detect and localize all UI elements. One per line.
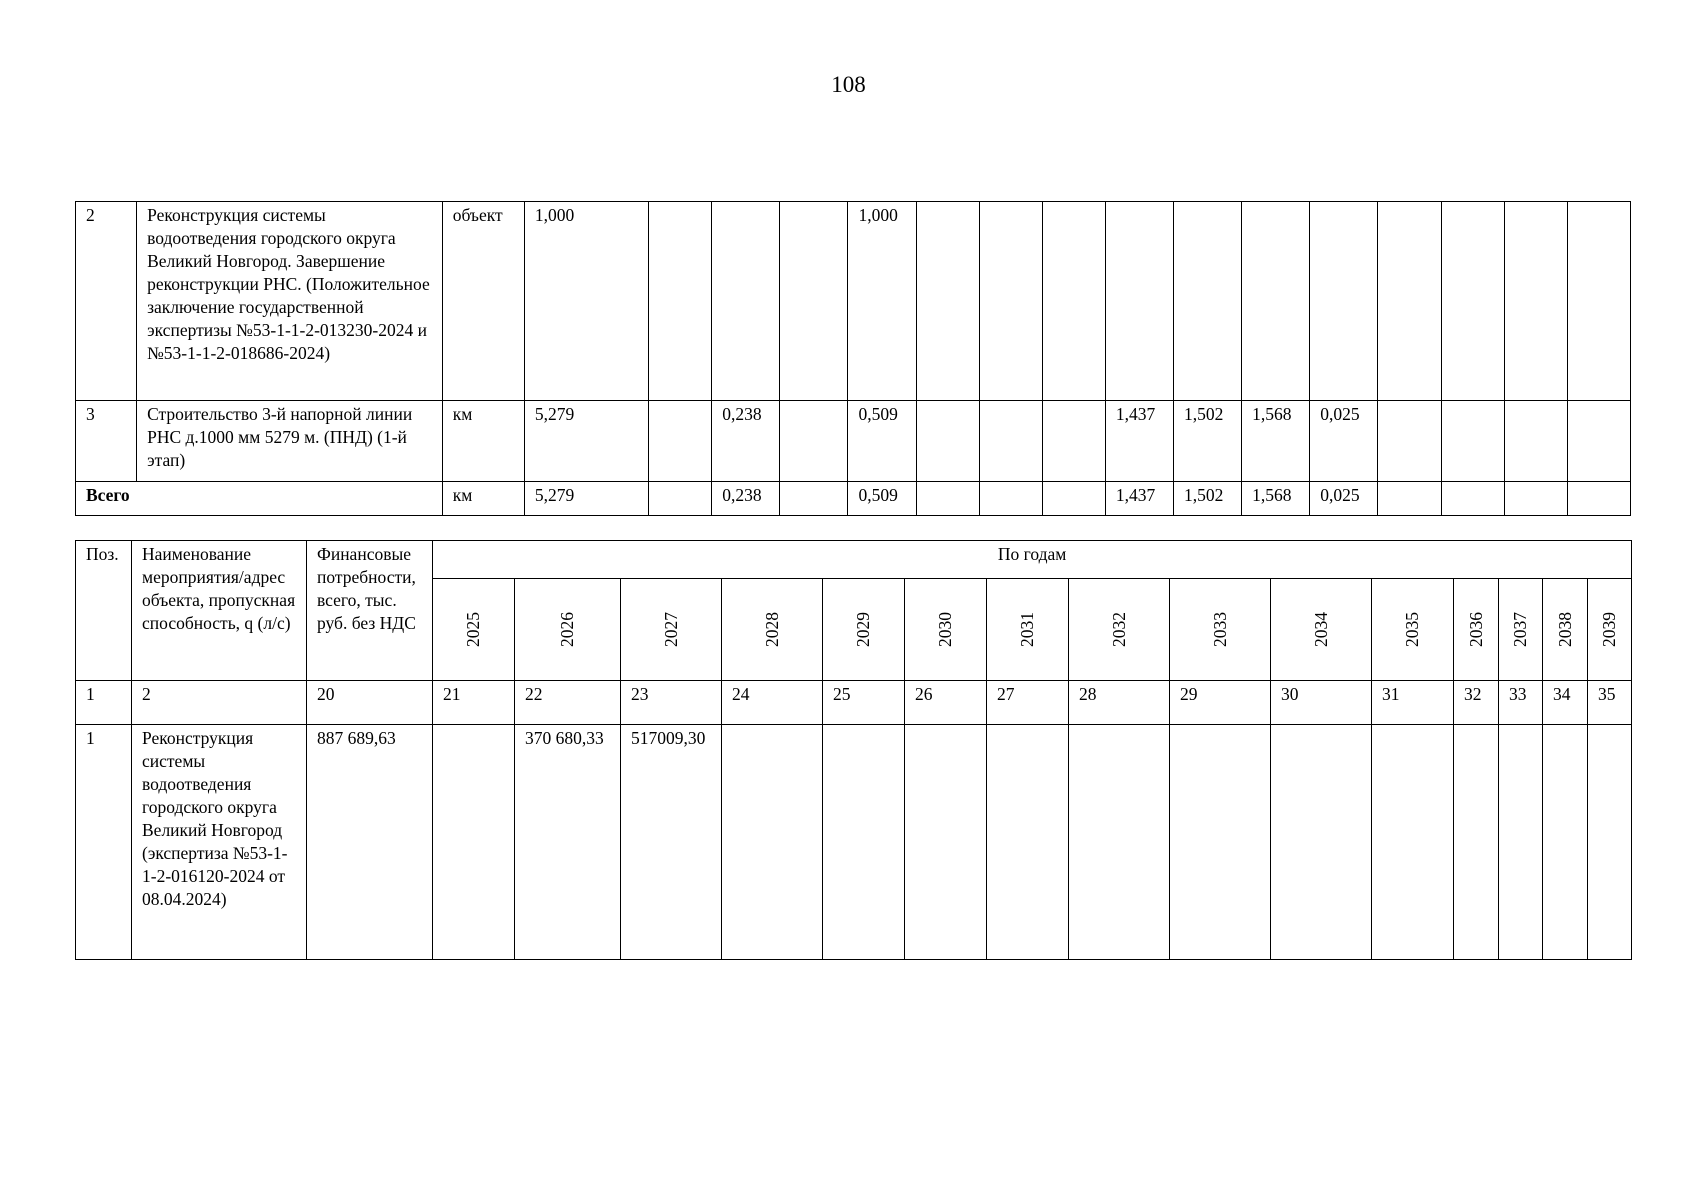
column-number: 22: [515, 681, 621, 725]
value-cell: 5,279: [524, 482, 648, 516]
value-cell: 5,279: [524, 401, 648, 482]
total-label: Всего: [76, 482, 443, 516]
unit-cell: км: [442, 482, 524, 516]
value-cell: 0,509: [848, 401, 916, 482]
value-cell: 1,000: [848, 202, 916, 401]
value-cell: 1,502: [1174, 482, 1242, 516]
page-number: 108: [831, 72, 866, 97]
name-cell: Строительство 3-й напорной линии РНС д.1000 мм 5279 м. (ПНД) (1-й этап): [137, 401, 443, 482]
value-cell: [979, 401, 1042, 482]
value-cell: [1242, 202, 1310, 401]
value-cell: [1310, 202, 1378, 401]
header-row: [76, 541, 1632, 579]
value-cell: [1504, 482, 1567, 516]
column-number: 32: [1454, 681, 1499, 725]
year-header: 2032: [1069, 579, 1170, 681]
year-header: 2030: [905, 579, 987, 681]
unit-cell: объект: [442, 202, 524, 401]
year-header: 2027: [621, 579, 722, 681]
table-row: [76, 725, 1632, 960]
value-cell: [905, 725, 987, 960]
value-cell: [1441, 482, 1504, 516]
column-number: 34: [1543, 681, 1588, 725]
value-cell: [1105, 202, 1173, 401]
value-cell: [649, 202, 712, 401]
column-number: 26: [905, 681, 987, 725]
value-cell: [823, 725, 905, 960]
value-cell: [1271, 725, 1372, 960]
finance-cell: 887 689,63: [307, 725, 433, 960]
value-cell: 517009,30: [621, 725, 722, 960]
value-cell: [1042, 482, 1105, 516]
name-cell: Реконструкция системы водоотведения городского округа Великий Новгород. Завершение реконструкции РНС. (Положительное заключение государственной экспертизы №53-1-1-2-013230-2024 и №53-1-1-2-018686-2024): [137, 202, 443, 401]
year-header: 2037: [1499, 579, 1543, 681]
value-cell: [1588, 725, 1632, 960]
value-cell: [1170, 725, 1271, 960]
value-cell: [1441, 401, 1504, 482]
year-header: 2025: [433, 579, 515, 681]
year-header: 2039: [1588, 579, 1632, 681]
name-cell: Реконструкция системы водоотведения городского округа Великий Новгород (экспертиза №53-1-1-2-016120-2024 от 08.04.2024): [132, 725, 307, 960]
column-number: 2: [132, 681, 307, 725]
value-cell: [979, 202, 1042, 401]
year-header: 2029: [823, 579, 905, 681]
value-cell: [1504, 202, 1567, 401]
column-number: 35: [1588, 681, 1632, 725]
column-number: 29: [1170, 681, 1271, 725]
value-cell: [1378, 482, 1441, 516]
year-header: 2036: [1454, 579, 1499, 681]
column-number: 1: [76, 681, 132, 725]
value-cell: 1,568: [1242, 401, 1310, 482]
value-cell: [1567, 202, 1630, 401]
position-cell: 1: [76, 725, 132, 960]
year-header: 2038: [1543, 579, 1588, 681]
value-cell: [916, 482, 979, 516]
value-cell: 1,502: [1174, 401, 1242, 482]
year-header: 2035: [1372, 579, 1454, 681]
table-row: [76, 202, 1631, 401]
value-cell: [1378, 401, 1441, 482]
year-header: 2028: [722, 579, 823, 681]
header-name: Наименование мероприятия/адрес объекта, пропускная способность, q (л/с): [132, 541, 307, 681]
value-cell: [433, 725, 515, 960]
table-row: [76, 401, 1631, 482]
value-cell: [987, 725, 1069, 960]
position-cell: 2: [76, 202, 137, 401]
column-number: 20: [307, 681, 433, 725]
column-number: 31: [1372, 681, 1454, 725]
column-number: 21: [433, 681, 515, 725]
value-cell: 0,025: [1310, 482, 1378, 516]
column-number: 33: [1499, 681, 1543, 725]
value-cell: 1,000: [524, 202, 648, 401]
header-pos: Поз.: [76, 541, 132, 681]
value-cell: [649, 482, 712, 516]
value-cell: [1567, 482, 1630, 516]
value-cell: 0,025: [1310, 401, 1378, 482]
value-cell: [1372, 725, 1454, 960]
value-cell: [1499, 725, 1543, 960]
header-by-years: По годам: [433, 541, 1632, 579]
value-cell: 1,437: [1105, 401, 1173, 482]
column-number: 23: [621, 681, 722, 725]
value-cell: [979, 482, 1042, 516]
unit-cell: км: [442, 401, 524, 482]
value-cell: [1567, 401, 1630, 482]
value-cell: [1454, 725, 1499, 960]
value-cell: [649, 401, 712, 482]
value-cell: [1042, 401, 1105, 482]
value-cell: [722, 725, 823, 960]
value-cell: [780, 482, 848, 516]
value-cell: 1,568: [1242, 482, 1310, 516]
column-number-row: [76, 681, 1632, 725]
column-number: 25: [823, 681, 905, 725]
value-cell: [916, 202, 979, 401]
value-cell: [1504, 401, 1567, 482]
value-cell: [1543, 725, 1588, 960]
value-cell: [1441, 202, 1504, 401]
total-row: [76, 482, 1631, 516]
column-number: 28: [1069, 681, 1170, 725]
header-finance: Финансовые потребности, всего, тыс. руб. без НДС: [307, 541, 433, 681]
value-cell: 0,238: [712, 401, 780, 482]
value-cell: [1069, 725, 1170, 960]
value-cell: 0,238: [712, 482, 780, 516]
value-cell: [1378, 202, 1441, 401]
value-cell: [780, 401, 848, 482]
column-number: 30: [1271, 681, 1372, 725]
position-cell: 3: [76, 401, 137, 482]
value-cell: [916, 401, 979, 482]
value-cell: 370 680,33: [515, 725, 621, 960]
value-cell: [780, 202, 848, 401]
value-cell: 1,437: [1105, 482, 1173, 516]
column-number: 24: [722, 681, 823, 725]
year-header: 2034: [1271, 579, 1372, 681]
volume-table: [75, 201, 1631, 516]
year-header: 2033: [1170, 579, 1271, 681]
finance-table: [75, 540, 1632, 960]
value-cell: 0,509: [848, 482, 916, 516]
column-number: 27: [987, 681, 1069, 725]
value-cell: [712, 202, 780, 401]
year-header: 2031: [987, 579, 1069, 681]
year-header: 2026: [515, 579, 621, 681]
value-cell: [1174, 202, 1242, 401]
value-cell: [1042, 202, 1105, 401]
